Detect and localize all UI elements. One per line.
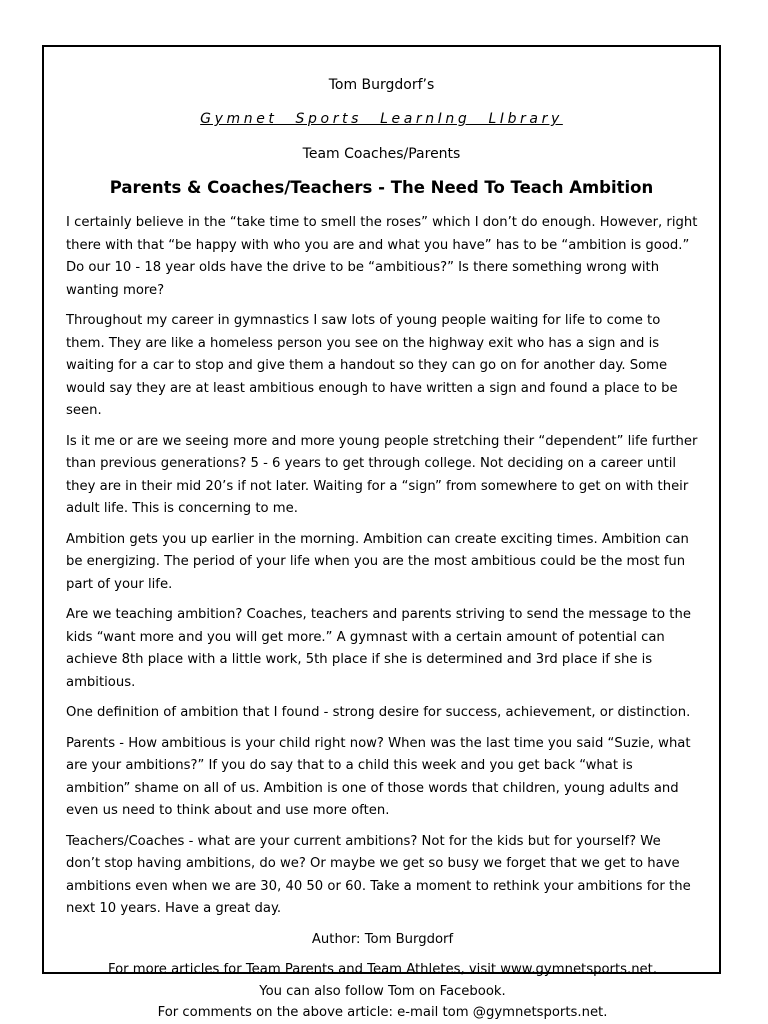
paragraph-7: Parents - How ambitious is your child right now? When was the last time you said “Suzie, what are your ambitions?” If you do say that to a child this week and you get back “what is ambition” shame on all of us. Ambition is one of those words that children, young adults and even us need to think about and use more often. [66,735,691,818]
category-label: Team Coaches/Parents [302,146,461,162]
paragraph-2: Throughout my career in gymnastics I saw lots of young people waiting for life to come to them. They are like a homeless person you see on the highway exit who has a sign and is waiting for a car to stop and give them a handout so they can go on for another day. Some would say they are at least ambitious enough to have written a sign and found a place to be seen. [66,313,678,418]
paragraph-5: Are we teaching ambition? Coaches, teachers and parents striving to send the message to the kids “want more and you will get more.” A gymnast with a certain amount of potential can achieve 8th place with a little work, 5th place if she is determined and 3rd place if she is ambitious. [66,607,691,690]
author-line: Tom Burgdorf’s [328,77,435,93]
document-frame [42,45,721,1020]
footer-facebook-line: You can also follow Tom on Facebook. [259,983,506,999]
paragraph-8: Teachers/Coaches - what are your current ambitions? Not for the kids but for yourself? We don’t stop having ambitions, do we? Or maybe we get so busy we forget that we get to have ambitions even when we are 30, 40 50 or 60. Take a moment to rethink your ambitions for the next 10 years. Have a great day. [66,833,691,916]
paragraph-6: One definition of ambition that I found - strong desire for success, achievement, or distinction. [66,705,691,720]
library-name: Gymnet Sports LearnIng LIbrary [200,111,563,127]
footer-website-line: For more articles for Team Parents and Team Athletes, visit www.gymnetsports.net. [107,962,658,977]
footer [66,959,699,1024]
footer-email-line: For comments on the above article: e-mail tom @gymnetsports.net. [157,1005,608,1020]
paragraph-3: Is it me or are we seeing more and more young people stretching their “dependent” life further than previous generations? 5 - 6 years to get through college. Not deciding on a career until they are in their mid 20’s if not later. Waiting for a “sign” from somewhere to get on with their adult life. This is concerning to me. [66,433,698,516]
article-title: Parents & Coaches/Teachers - The Need To Teach Ambition [109,178,654,197]
byline: Author: Tom Burgdorf [311,931,454,947]
article-body [66,212,699,1024]
paragraph-4: Ambition gets you up earlier in the morning. Ambition can create exciting times. Ambition can be energizing. The period of your life when you are the most ambitious could be the most fun part of your life. [66,531,689,592]
paragraph-1: I certainly believe in the “take time to smell the roses” which I don’t do enough. However, right there with that “be happy with who you are and what you have” has to be “ambition is good.” Do our 10 - 18 year olds have the drive to be “ambitious?” Is there something wrong with wanting more? [66,215,698,298]
